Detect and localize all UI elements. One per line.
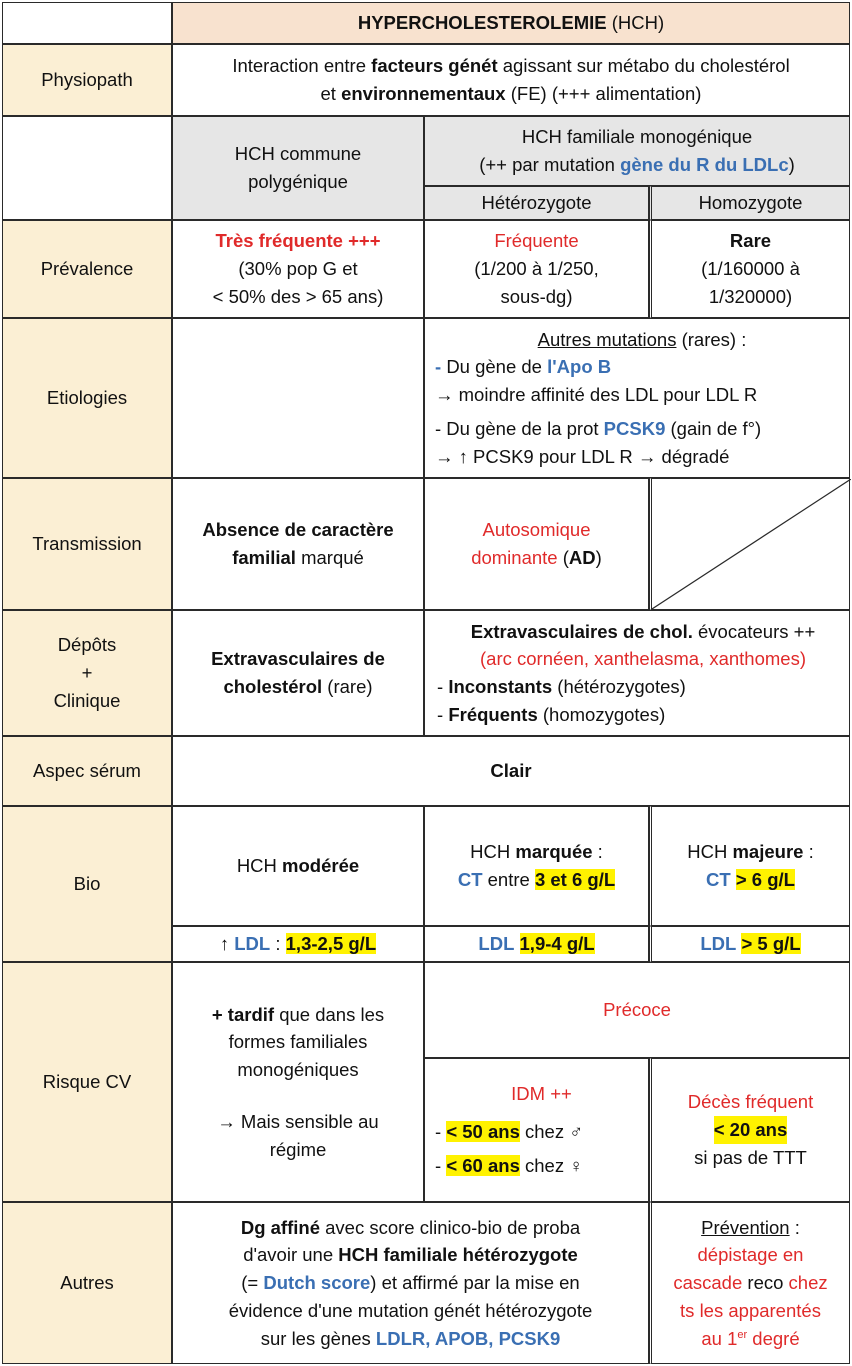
col-header-commune: HCH commune polygénique <box>172 116 424 220</box>
diagonal-strike <box>652 479 851 609</box>
row-label-serum: Aspec sérum <box>2 736 172 806</box>
bio-commune: HCH modérée <box>172 806 424 926</box>
row-label-risque: Risque CV <box>2 962 172 1202</box>
col-header-homo: Homozygote <box>649 186 850 220</box>
bio-ldl-homo: LDL > 5 g/L <box>649 926 850 962</box>
autres-main: Dg affiné avec score clinico-bio de proba d'avoir une HCH familiale hétérozygote (= Dutch score) et affirmé par la mise en évidence d'une mutation génét hétérozygote sur les gènes LDLR, APOB, PCSK9 <box>172 1202 649 1364</box>
prevalence-commune: Très fréquente +++ (30% pop G et < 50% des > 65 ans) <box>172 220 424 318</box>
autres-prevention: Prévention : dépistage en cascade reco chez ts les apparentés au 1er degré <box>649 1202 850 1364</box>
row-label-bio: Bio <box>2 806 172 962</box>
row-label-autres: Autres <box>2 1202 172 1364</box>
prevalence-hetero: Fréquente (1/200 à 1/250, sous-dg) <box>424 220 649 318</box>
col-header-hetero: Hétérozygote <box>424 186 649 220</box>
title-rest: (HCH) <box>611 12 665 34</box>
risque-commune: + tardif que dans les formes familiales monogéniques → Mais sensible au régime <box>172 962 424 1202</box>
bio-homo: HCH majeure : CT > 6 g/L <box>649 806 850 926</box>
transmission-homo-crossed <box>649 478 850 610</box>
risque-familiale-top: Précoce <box>424 962 850 1058</box>
physiopath-text: Interaction entre facteurs génét agissant sur métabo du cholestérol et environnementaux (FE) (+++ alimentation) <box>172 44 850 116</box>
depots-commune: Extravasculaires de cholestérol (rare) <box>172 610 424 736</box>
transmission-hetero: Autosomique dominante (AD) <box>424 478 649 610</box>
depots-familiale: Extravasculaires de chol. évocateurs ++ (arc cornéen, xanthelasma, xanthomes) - Inconstants (hétérozygotes) - Fréquents (homozygotes) <box>424 610 850 736</box>
col-header-familiale: HCH familiale monogénique (++ par mutation gène du R du LDLc) <box>424 116 850 186</box>
risque-hetero: IDM ++ - < 50 ans chez ♂ - < 60 ans chez ♀ <box>424 1058 649 1202</box>
bio-ldl-commune: ↑ LDL : 1,3-2,5 g/L <box>172 926 424 962</box>
risque-homo: Décès fréquent < 20 ans si pas de TTT <box>649 1058 850 1202</box>
etiologies-familiale: Autres mutations (rares) : - Du gène de l'Apo B → moindre affinité des LDL pour LDL R - Du gène de la prot PCSK9 (gain de f°) → ↑ PCSK9 pour LDL R → dégradé <box>424 318 850 478</box>
prevalence-homo: Rare (1/160000 à 1/320000) <box>649 220 850 318</box>
header-empty-cell <box>2 116 172 220</box>
table-title <box>172 2 850 44</box>
row-label-transmission: Transmission <box>2 478 172 610</box>
transmission-commune: Absence de caractère familial marqué <box>172 478 424 610</box>
serum-value: Clair <box>172 736 850 806</box>
etiologies-commune-empty <box>172 318 424 478</box>
title-bold: HYPERCHOLESTEROLEMIE <box>357 12 607 34</box>
corner-empty-cell <box>2 2 172 44</box>
row-label-prevalence: Prévalence <box>2 220 172 318</box>
row-label-physiopath: Physiopath <box>2 44 172 116</box>
row-label-depots: Dépôts + Clinique <box>2 610 172 736</box>
bio-ldl-hetero: LDL 1,9-4 g/L <box>424 926 649 962</box>
bio-hetero: HCH marquée : CT entre 3 et 6 g/L <box>424 806 649 926</box>
row-label-etiologies: Etiologies <box>2 318 172 478</box>
